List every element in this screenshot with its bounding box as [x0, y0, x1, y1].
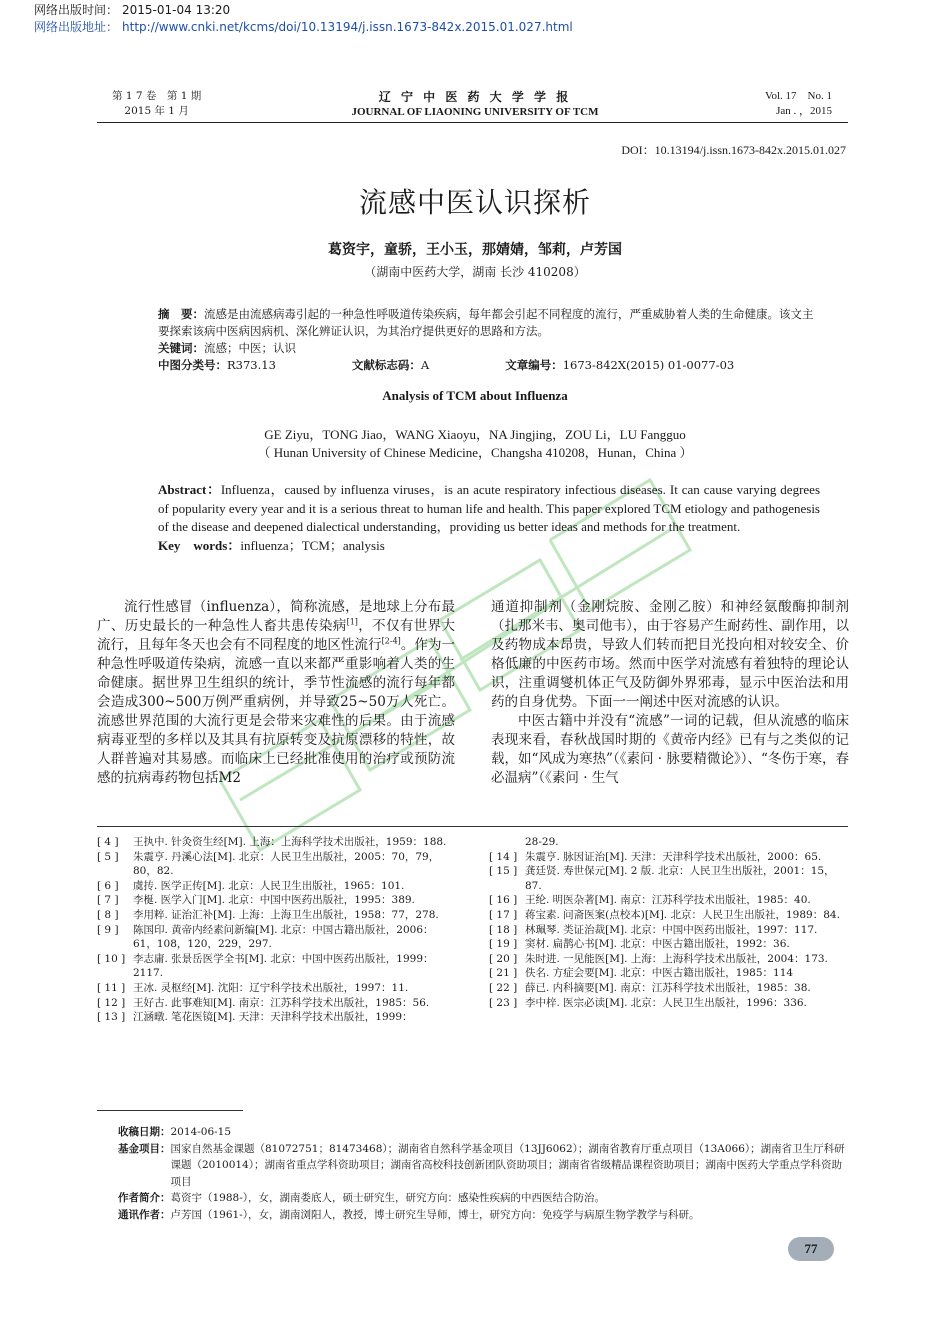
abstract-cn-body	[130, 306, 820, 340]
reference-number: [ 16 ]	[489, 894, 518, 907]
corresponding-author-row	[118, 1207, 848, 1224]
reference-item	[97, 835, 457, 850]
reference-text: 李梴. 医学入门[M]. 北京：中国中医药出版社，1995：389.	[133, 894, 415, 907]
author-bio-row	[118, 1190, 848, 1207]
reference-item	[489, 864, 849, 893]
reference-item	[97, 879, 457, 894]
reference-item	[97, 1010, 457, 1025]
reference-item	[489, 923, 849, 938]
reference-text: 王冰. 灵枢经[M]. 沈阳：辽宁科学技术出版社，1997：11.	[133, 981, 409, 994]
references-divider	[97, 826, 848, 827]
clc-value: R373.13	[227, 358, 276, 372]
publish-time-row	[34, 2, 573, 19]
received-label: 收稿日期：	[118, 1126, 171, 1138]
reference-item	[97, 952, 457, 981]
reference-text: 李中梓. 医宗必读[M]. 北京：人民卫生出版社，1996：336.	[525, 996, 807, 1009]
body-column-left	[97, 598, 455, 788]
reference-text: 蒋宝素. 问斋医案(点校本)[M]. 北京：人民卫生出版社，1989：84.	[525, 908, 840, 921]
received-date: 2014-06-15	[170, 1126, 232, 1138]
abstract-cn-label: 摘 要：	[158, 307, 204, 321]
reference-text: 陈国印. 黄帝内经素问新编[M]. 北京：中国古籍出版社，2006：61，108，120，229，297.	[133, 923, 434, 951]
volume-en: Vol. 17 No. 1	[764, 90, 832, 102]
reference-text: 28-29.	[525, 836, 559, 848]
body-text: 流行性感冒（influenza），简称流感，是地球上分布最广、历史最长的一种急性人畜共患传染病	[97, 599, 455, 634]
body-column-right	[491, 598, 849, 788]
publish-url-label: 网络出版地址：	[34, 20, 119, 34]
reference-number: [ 6 ]	[97, 879, 119, 892]
keywords-en-label: Key words：	[158, 537, 241, 553]
reference-number: [ 8 ]	[97, 908, 119, 921]
body-paragraph	[97, 598, 455, 788]
doccode-value: A	[420, 358, 430, 372]
reference-item	[489, 952, 849, 967]
english-authors-block	[0, 426, 950, 462]
abstract-cn	[130, 306, 820, 374]
reference-item	[489, 966, 849, 981]
english-title: Analysis of TCM about Influenza	[382, 388, 568, 403]
reference-number: [ 10 ]	[97, 952, 126, 965]
reference-text: 朱震亨. 丹溪心法[M]. 北京：人民卫生出版社，2005：70，79，80，82.	[133, 850, 440, 878]
body-paragraph: 通道抑制剂（金刚烷胺、金刚乙胺）和神经氨酸酶抑制剂（扎那米韦、奥司他韦），由于容易产生耐药性、副作用，以及药物成本昂贵，导致人们转而把目光投向相对较安全、价格低廉的中医药市场。然而中医学对流感有着独特的理论认识，注重调燮机体正气及防御外界邪毒，显示中医治法和用药的自身优势。下面一一阐述中医对流感的认识。	[491, 599, 849, 710]
reference-number: [ 21 ]	[489, 967, 518, 980]
header-divider	[97, 122, 848, 123]
citation[interactable]: [2-4]	[381, 636, 401, 646]
body-text: ，不仅有世界大流行，且每年冬天也会有不同程度的地区性流行	[97, 618, 456, 653]
reference-number: [ 4 ]	[97, 836, 119, 848]
body-paragraph: 中医古籍中并没有“流感”一词的记载，但从流感的临床表现来看，春秋战国时期的《黄帝内经》已有与之类似的记载，如“风成为寒热”（《素问 · 脉要精微论》）、“冬伤于寒，春必温病”（《素问 · 生气	[491, 713, 849, 786]
reference-text: 窦材. 扁鹊心书[M]. 北京：中医古籍出版社，1992：36.	[525, 938, 790, 951]
reference-number: [ 18 ]	[489, 923, 518, 936]
reference-item	[489, 893, 849, 908]
english-affiliation: （ Hunan University of Chinese Medicine，Changsha 410208，Hunan，China ）	[257, 445, 693, 460]
reference-item	[489, 981, 849, 996]
body-text: 。作为一种急性呼吸道传染病，流感一直以来都严重影响着人类的生命健康。据世界卫生组织的统计，季节性流感的流行每年都会造成300~500万例严重病例，并导致25~50万人死亡。流感世界范围的大流行更是会带来灾难性的后果。由于流感病毒亚型的多样以及其具有抗原转变及抗原漂移的特性，故人群普遍对其易感。而临床上已经批准使用的治疗或预防流感的抗病毒药物包括M2	[97, 637, 456, 786]
reference-number: [ 17 ]	[489, 908, 518, 921]
reference-text: 薛已. 内科摘要[M]. 南京：江苏科学技术出版社，1985：38.	[525, 981, 811, 994]
reference-text: 王纶. 明医杂著[M]. 南京：江苏科学技术出版社，1985：40.	[525, 894, 811, 907]
reference-number: [ 9 ]	[97, 923, 119, 936]
reference-number: [ 5 ]	[97, 850, 119, 863]
reference-number: [ 11 ]	[97, 981, 126, 994]
reference-number: [ 22 ]	[489, 981, 518, 994]
received-date-row	[118, 1124, 848, 1141]
reference-number: [ 12 ]	[97, 996, 126, 1009]
reference-item	[97, 996, 457, 1011]
date-cn: 2015 年 1 月	[124, 105, 189, 117]
publish-time-label: 网络出版时间：	[34, 3, 119, 17]
abstract-en-text: Influenza，caused by influenza viruses，is an acute respiratory infectious diseases. It can cause varying degrees of popularity every year and it is a serious threat to human life and health. This paper explored TCM etiology and pathogenesis of the disease and deepened dialectical understanding，providing us better ideas and methods for the treatment.	[158, 482, 820, 534]
publish-url-row	[34, 19, 573, 36]
clc-label: 中图分类号：	[158, 358, 227, 372]
fund-row	[118, 1141, 848, 1191]
article-number-field	[505, 358, 772, 372]
footnotes	[118, 1124, 848, 1223]
publication-info	[34, 2, 573, 36]
fund-text: 国家自然基金课题（81072751；81473468）；湖南省自然科学基金项目（13JJ6062）；湖南省教育厅重点项目（13A066）；湖南省卫生厅科研课题（2010014）；湖南省重点学科资助项目；湖南省高校科技创新团队资助项目；湖南省省级精品课程资助项目；湖南中医药大学重点学科资助项目	[170, 1142, 845, 1188]
author-list: 葛资宇，童骄，王小玉，那婧婧，邹莉，卢芳国	[328, 242, 622, 258]
reference-number: [ 14 ]	[489, 850, 518, 863]
affiliation: （湖南中医药大学，湖南 长沙 410208）	[364, 265, 586, 279]
date-en: Jan . ，2015	[776, 105, 832, 117]
corresponding-author-label: 通讯作者：	[118, 1208, 171, 1221]
author-bio: 葛资宇（1988-），女，湖南娄底人，硕士研究生，研究方向：感染性疾病的中西医结合防治。	[170, 1192, 606, 1204]
reference-text: 朱震亨. 脉因证治[M]. 天津：天津科学技术出版社，2000：65.	[525, 850, 822, 863]
abstract-en-label: Abstract：	[158, 482, 221, 497]
reference-number: [ 15 ]	[489, 865, 518, 878]
doccode-label: 文献标志码：	[351, 358, 421, 372]
reference-number: [ 20 ]	[489, 952, 518, 965]
reference-item	[489, 996, 849, 1011]
english-authors: GE Ziyu，TONG Jiao，WANG Xiaoyu，NA Jingjing，ZOU Li，LU Fangguo	[264, 427, 686, 442]
fund-label: 基金项目：	[118, 1142, 171, 1155]
corresponding-author: 卢芳国（1961-），女，湖南浏阳人，教授，博士研究生导师，博士，研究方向：免疫学与病原生物学教学与科研。	[170, 1208, 700, 1221]
publish-time-value: 2015-01-04 13:20	[122, 3, 231, 17]
references-left	[97, 835, 457, 1025]
reference-text: 李志庸. 张景岳医学全书[M]. 北京：中国中医药出版社，1999：2117.	[133, 952, 434, 980]
doccode-field	[352, 358, 467, 372]
reference-text: 林珮琴. 类证治裁[M]. 北京：中国中医药出版社，1997：117.	[525, 923, 818, 936]
reference-item	[97, 850, 457, 879]
article-number-label: 文章编号：	[505, 358, 563, 372]
reference-number	[489, 835, 525, 850]
abstract-cn-text: 流感是由流感病毒引起的一种急性呼吸道传染疾病，每年都会引起不同程度的流行，严重威胁着人类的生命健康。该文主要探索该病中医病因病机、深化辨证认识，为其治疗提供更好的思路和方法。	[158, 307, 814, 338]
reference-number: [ 7 ]	[97, 894, 119, 907]
journal-issue-en	[765, 89, 832, 119]
citation[interactable]: [1]	[346, 617, 358, 627]
keywords-cn-label: 关键词：	[158, 341, 204, 355]
reference-item	[489, 850, 849, 865]
reference-text: 朱时进. 一见能医[M]. 上海：上海科学技术出版社，2004：173.	[525, 952, 828, 965]
reference-text: 王执中. 针灸资生经[M]. 上海：上海科学技术出版社，1959：188.	[133, 836, 447, 848]
reference-item	[97, 923, 457, 952]
classification-row	[130, 357, 820, 374]
abstract-en	[128, 481, 820, 555]
reference-item	[97, 981, 457, 996]
page-number-badge: 77	[788, 1237, 834, 1261]
keywords-cn: 流感；中医；认识	[204, 341, 296, 355]
keywords-en: influenza；TCM；analysis	[240, 537, 385, 553]
footnote-divider	[97, 1110, 243, 1111]
reference-number: [ 13 ]	[97, 1011, 126, 1024]
reference-text: 王好古. 此事难知[M]. 南京：江苏科学技术出版社，1985：56.	[133, 996, 430, 1009]
article-number-value: 1673-842X(2015) 01-0077-03	[562, 358, 735, 372]
abstract-en-body	[128, 481, 820, 537]
journal-name-en: JOURNAL OF LIAONING UNIVERSITY OF TCM	[351, 106, 599, 118]
reference-text: 龚廷贤. 寿世保元[M]. 2 版. 北京：人民卫生出版社，2001：15，87.	[525, 865, 835, 892]
reference-text: 李用粹. 证治汇补[M]. 上海：上海卫生出版社，1958：77，278.	[133, 908, 439, 921]
keywords-en-row	[128, 537, 820, 556]
journal-name-cn: 辽 宁 中 医 药 大 学 学 报	[378, 90, 572, 104]
reference-item	[97, 893, 457, 908]
reference-item	[489, 908, 849, 923]
reference-item	[97, 908, 457, 923]
reference-text: 虞抟. 医学正传[M]. 北京：人民卫生出版社，1965：101.	[133, 879, 405, 892]
volume-cn: 第 1 7 卷 第 1 期	[112, 90, 202, 102]
reference-number: [ 19 ]	[489, 938, 518, 951]
clc-field	[158, 358, 314, 372]
reference-item	[489, 835, 849, 850]
reference-text: 江涵暾. 笔花医镜[M]. 天津：天津科学技术出版社，1999：	[133, 1011, 413, 1024]
reference-number: [ 23 ]	[489, 996, 518, 1009]
references-right	[489, 835, 849, 1010]
doi: DOI：10.13194/j.issn.1673-842x.2015.01.027	[621, 143, 846, 157]
keywords-cn-row	[130, 340, 820, 357]
article-title: 流感中医认识探析	[358, 186, 591, 219]
reference-item	[489, 937, 849, 952]
publish-url-link[interactable]: http://www.cnki.net/kcms/doi/10.13194/j.issn.1673-842x.2015.01.027.html	[122, 20, 573, 34]
reference-text: 佚名. 方症会要[M]. 北京：中医古籍出版社，1985：114	[525, 967, 794, 980]
author-bio-label: 作者简介：	[118, 1192, 171, 1204]
